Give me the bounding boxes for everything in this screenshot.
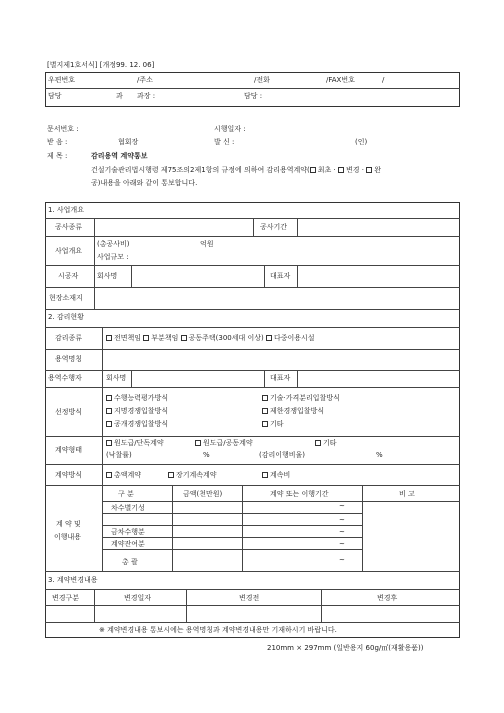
selection-option-label: 기타 bbox=[270, 420, 284, 428]
col-line bbox=[297, 265, 298, 287]
method-option bbox=[106, 471, 141, 480]
col-line bbox=[102, 327, 103, 485]
header-box bbox=[45, 72, 460, 107]
contract-form-label: 계약형태 bbox=[55, 446, 83, 454]
row-line bbox=[45, 485, 460, 486]
overview-label: 사업개요 bbox=[55, 247, 83, 255]
before-change-head: 변경전 bbox=[239, 594, 260, 602]
row-line bbox=[102, 537, 362, 538]
col-line bbox=[242, 485, 243, 571]
recipient-value: 협회장 bbox=[118, 138, 139, 146]
row-line bbox=[102, 549, 362, 550]
phone-label: /전화 bbox=[254, 76, 270, 84]
row-line bbox=[102, 501, 460, 502]
change-type-head: 변경구분 bbox=[52, 594, 80, 602]
change-note: ※ 계약변경내용 통보시에는 용역명칭과 계약변경내용만 기재하시기 바랍니다. bbox=[99, 626, 337, 634]
method-option-label: 장기계속계약 bbox=[176, 471, 217, 479]
subtable-head-amount: 금액(천만원) bbox=[183, 490, 223, 498]
selection-option bbox=[262, 394, 340, 403]
form-label: [별지제1호서식] [개정99. 12. 06] bbox=[47, 61, 155, 69]
row-line bbox=[45, 327, 460, 328]
checkbox-change[interactable] bbox=[338, 167, 344, 173]
chief-label: 과장 : bbox=[137, 92, 156, 100]
selection-option-label: 지명경쟁입찰방식 bbox=[114, 407, 169, 415]
after-change-head: 변경후 bbox=[377, 594, 398, 602]
supervision-type-options bbox=[106, 334, 315, 343]
form-option-label: 원도급/단독계약 bbox=[114, 439, 164, 447]
subject-label: 제 목 : bbox=[47, 152, 68, 160]
contract-label-line1: 계 약 및 bbox=[56, 520, 81, 528]
type-multiuse: 다중이용시설 bbox=[273, 334, 315, 342]
checkbox-selection[interactable] bbox=[106, 395, 112, 401]
checkbox-selection[interactable] bbox=[106, 421, 112, 427]
department-label: 과 bbox=[116, 92, 123, 100]
recipient-label: 받 음 : bbox=[47, 138, 68, 146]
total-cost-label: (총공사비) bbox=[97, 240, 130, 248]
type-partial: 부분책임 bbox=[151, 334, 179, 342]
period-tilde: ~ bbox=[339, 516, 345, 524]
body-line-2: 공)내용을 아래와 같이 통보합니다. bbox=[91, 179, 198, 187]
col-line bbox=[94, 589, 95, 622]
checkbox-method[interactable] bbox=[106, 472, 112, 478]
checkbox-method[interactable] bbox=[168, 472, 174, 478]
service-name-label: 용역명칭 bbox=[55, 355, 83, 363]
checkbox-form[interactable] bbox=[315, 440, 321, 446]
section3-title: 3. 계약변경내용 bbox=[48, 576, 98, 584]
bid-rate-label: (낙찰률) bbox=[106, 451, 132, 459]
col-line bbox=[102, 485, 103, 571]
checkbox-apartment[interactable] bbox=[181, 335, 187, 341]
manager2-label: 담당 : bbox=[244, 92, 263, 100]
col-line bbox=[186, 589, 187, 622]
supervision-rate-percent: % bbox=[376, 451, 383, 459]
checkbox-form[interactable] bbox=[195, 440, 201, 446]
manager-label: 담당 bbox=[48, 92, 62, 100]
bid-rate-percent: % bbox=[203, 451, 210, 459]
selection-option-label: 기술·가격분리입찰방식 bbox=[270, 394, 340, 402]
period-tilde: ~ bbox=[339, 540, 345, 548]
subtable-head-division: 구 분 bbox=[118, 490, 134, 498]
col-line bbox=[297, 370, 298, 387]
seal-mark: (인) bbox=[355, 138, 368, 146]
col-line bbox=[131, 265, 132, 287]
row-line bbox=[45, 571, 460, 572]
checkbox-full[interactable] bbox=[106, 335, 112, 341]
period-label: 공사기간 bbox=[260, 223, 288, 231]
contractor-label: 시공자 bbox=[58, 272, 79, 280]
form-option bbox=[315, 439, 337, 448]
supervision-rate-label: (감리이행비율) bbox=[259, 451, 306, 459]
col-line bbox=[94, 218, 95, 309]
form-option bbox=[195, 439, 253, 448]
row-line bbox=[45, 309, 460, 310]
checkbox-method[interactable] bbox=[262, 472, 268, 478]
selection-option bbox=[106, 394, 168, 403]
row-line bbox=[45, 589, 460, 590]
period-tilde: ~ bbox=[339, 502, 345, 510]
section2-title: 2. 감리현황 bbox=[48, 313, 84, 321]
performer-label: 용역수행자 bbox=[48, 374, 82, 382]
selection-option bbox=[106, 420, 168, 429]
project-type-label: 공사종류 bbox=[55, 223, 83, 231]
method-option bbox=[262, 471, 290, 480]
won-label: 억원 bbox=[200, 240, 214, 248]
contract-label-line2: 이행내용 bbox=[54, 533, 82, 541]
supervision-type-label: 감리종류 bbox=[55, 334, 83, 342]
subtable-row-label: 계약잔여분 bbox=[111, 540, 145, 548]
sender-label: 발 신 : bbox=[214, 138, 235, 146]
opt-change: 변경 · bbox=[346, 166, 364, 174]
method-option-label: 계속비 bbox=[270, 471, 291, 479]
row-line bbox=[45, 236, 460, 237]
scale-label: 사업규모 : bbox=[97, 253, 129, 261]
subtable-head-remarks: 비 고 bbox=[399, 490, 415, 498]
subtable-row-label: 총 괄 bbox=[122, 558, 138, 566]
row-line bbox=[45, 265, 460, 266]
checkbox-multiuse[interactable] bbox=[266, 335, 272, 341]
body-text-1: 건설기술관리법시행령 제75조의2제1항의 규정에 의하여 감리용역계약( bbox=[91, 166, 310, 174]
checkbox-form[interactable] bbox=[106, 440, 112, 446]
selection-option bbox=[106, 407, 168, 416]
fax-label: /FAX번호 bbox=[326, 76, 355, 84]
period-tilde: ~ bbox=[339, 528, 345, 536]
form-option bbox=[106, 439, 164, 448]
paper-spec-footer: 210mm × 297mm (일반용지 60g/㎡(재활용품)) bbox=[267, 644, 424, 652]
checkbox-partial[interactable] bbox=[143, 335, 149, 341]
row-line bbox=[45, 622, 460, 623]
contractor-company-label: 회사명 bbox=[97, 272, 118, 280]
row-line bbox=[102, 513, 362, 514]
selection-option-label: 제한경쟁입찰방식 bbox=[270, 407, 325, 415]
col-line bbox=[362, 485, 363, 571]
form-option-label: 원도급/공동계약 bbox=[203, 439, 253, 447]
col-line bbox=[321, 589, 322, 622]
row-line bbox=[45, 287, 460, 288]
change-date-head: 변경일자 bbox=[124, 594, 152, 602]
selection-option-label: 공개경쟁입찰방식 bbox=[114, 420, 169, 428]
checkbox-selection[interactable] bbox=[262, 421, 268, 427]
fax-slash: / bbox=[382, 76, 385, 84]
type-full: 전면책임 bbox=[114, 334, 142, 342]
contract-method-label: 계약방식 bbox=[55, 471, 83, 479]
header-divider bbox=[45, 88, 460, 89]
selection-option-label: 수행능력평가방식 bbox=[114, 394, 169, 402]
col-line bbox=[297, 218, 298, 236]
opt-first: 최초 · bbox=[317, 166, 336, 174]
row-line bbox=[45, 387, 460, 388]
contractor-rep-label: 대표자 bbox=[270, 272, 291, 280]
postal-label: 우편번호 bbox=[48, 76, 76, 84]
period-tilde: ~ bbox=[339, 556, 345, 564]
address-label: /주소 bbox=[137, 76, 153, 84]
selection-label: 선정방식 bbox=[55, 408, 83, 416]
opt-done: 완 bbox=[374, 166, 381, 174]
performer-company-label: 회사명 bbox=[106, 374, 127, 382]
checkbox-selection[interactable] bbox=[106, 408, 112, 414]
type-apartment: 공동주택(300세대 이상) bbox=[188, 334, 264, 342]
col-line bbox=[131, 370, 132, 387]
col-line bbox=[172, 485, 173, 571]
site-label: 현장소재지 bbox=[49, 294, 83, 302]
checkbox-selection[interactable] bbox=[262, 395, 268, 401]
subtable-head-period: 계약 또는 이행기간 bbox=[270, 490, 329, 498]
subtable-row-label: 차수별기성 bbox=[111, 504, 145, 512]
row-line bbox=[102, 525, 362, 526]
checkbox-first[interactable] bbox=[310, 167, 316, 173]
col-line bbox=[264, 265, 265, 287]
performer-rep-label: 대표자 bbox=[270, 374, 291, 382]
subject-value: 감리용역 계약통보 bbox=[91, 152, 148, 160]
body-line-1 bbox=[91, 166, 381, 175]
col-line bbox=[253, 218, 254, 236]
form-option-label: 기타 bbox=[323, 439, 337, 447]
selection-option bbox=[262, 420, 284, 429]
exec-date-label: 시행일자 : bbox=[214, 125, 246, 133]
section1-title: 1. 사업개요 bbox=[48, 206, 84, 214]
checkbox-done[interactable] bbox=[366, 167, 372, 173]
col-line bbox=[264, 370, 265, 387]
method-option-label: 총액계약 bbox=[114, 471, 142, 479]
selection-option bbox=[262, 407, 324, 416]
doc-number-label: 문서번호 : bbox=[47, 125, 79, 133]
row-line bbox=[45, 436, 460, 437]
row-line bbox=[45, 605, 460, 606]
row-line bbox=[45, 349, 460, 350]
subtable-row-label: 금차수행분 bbox=[111, 528, 145, 536]
checkbox-selection[interactable] bbox=[262, 408, 268, 414]
method-option bbox=[168, 471, 217, 480]
row-line bbox=[45, 464, 460, 465]
row-line bbox=[45, 370, 460, 371]
